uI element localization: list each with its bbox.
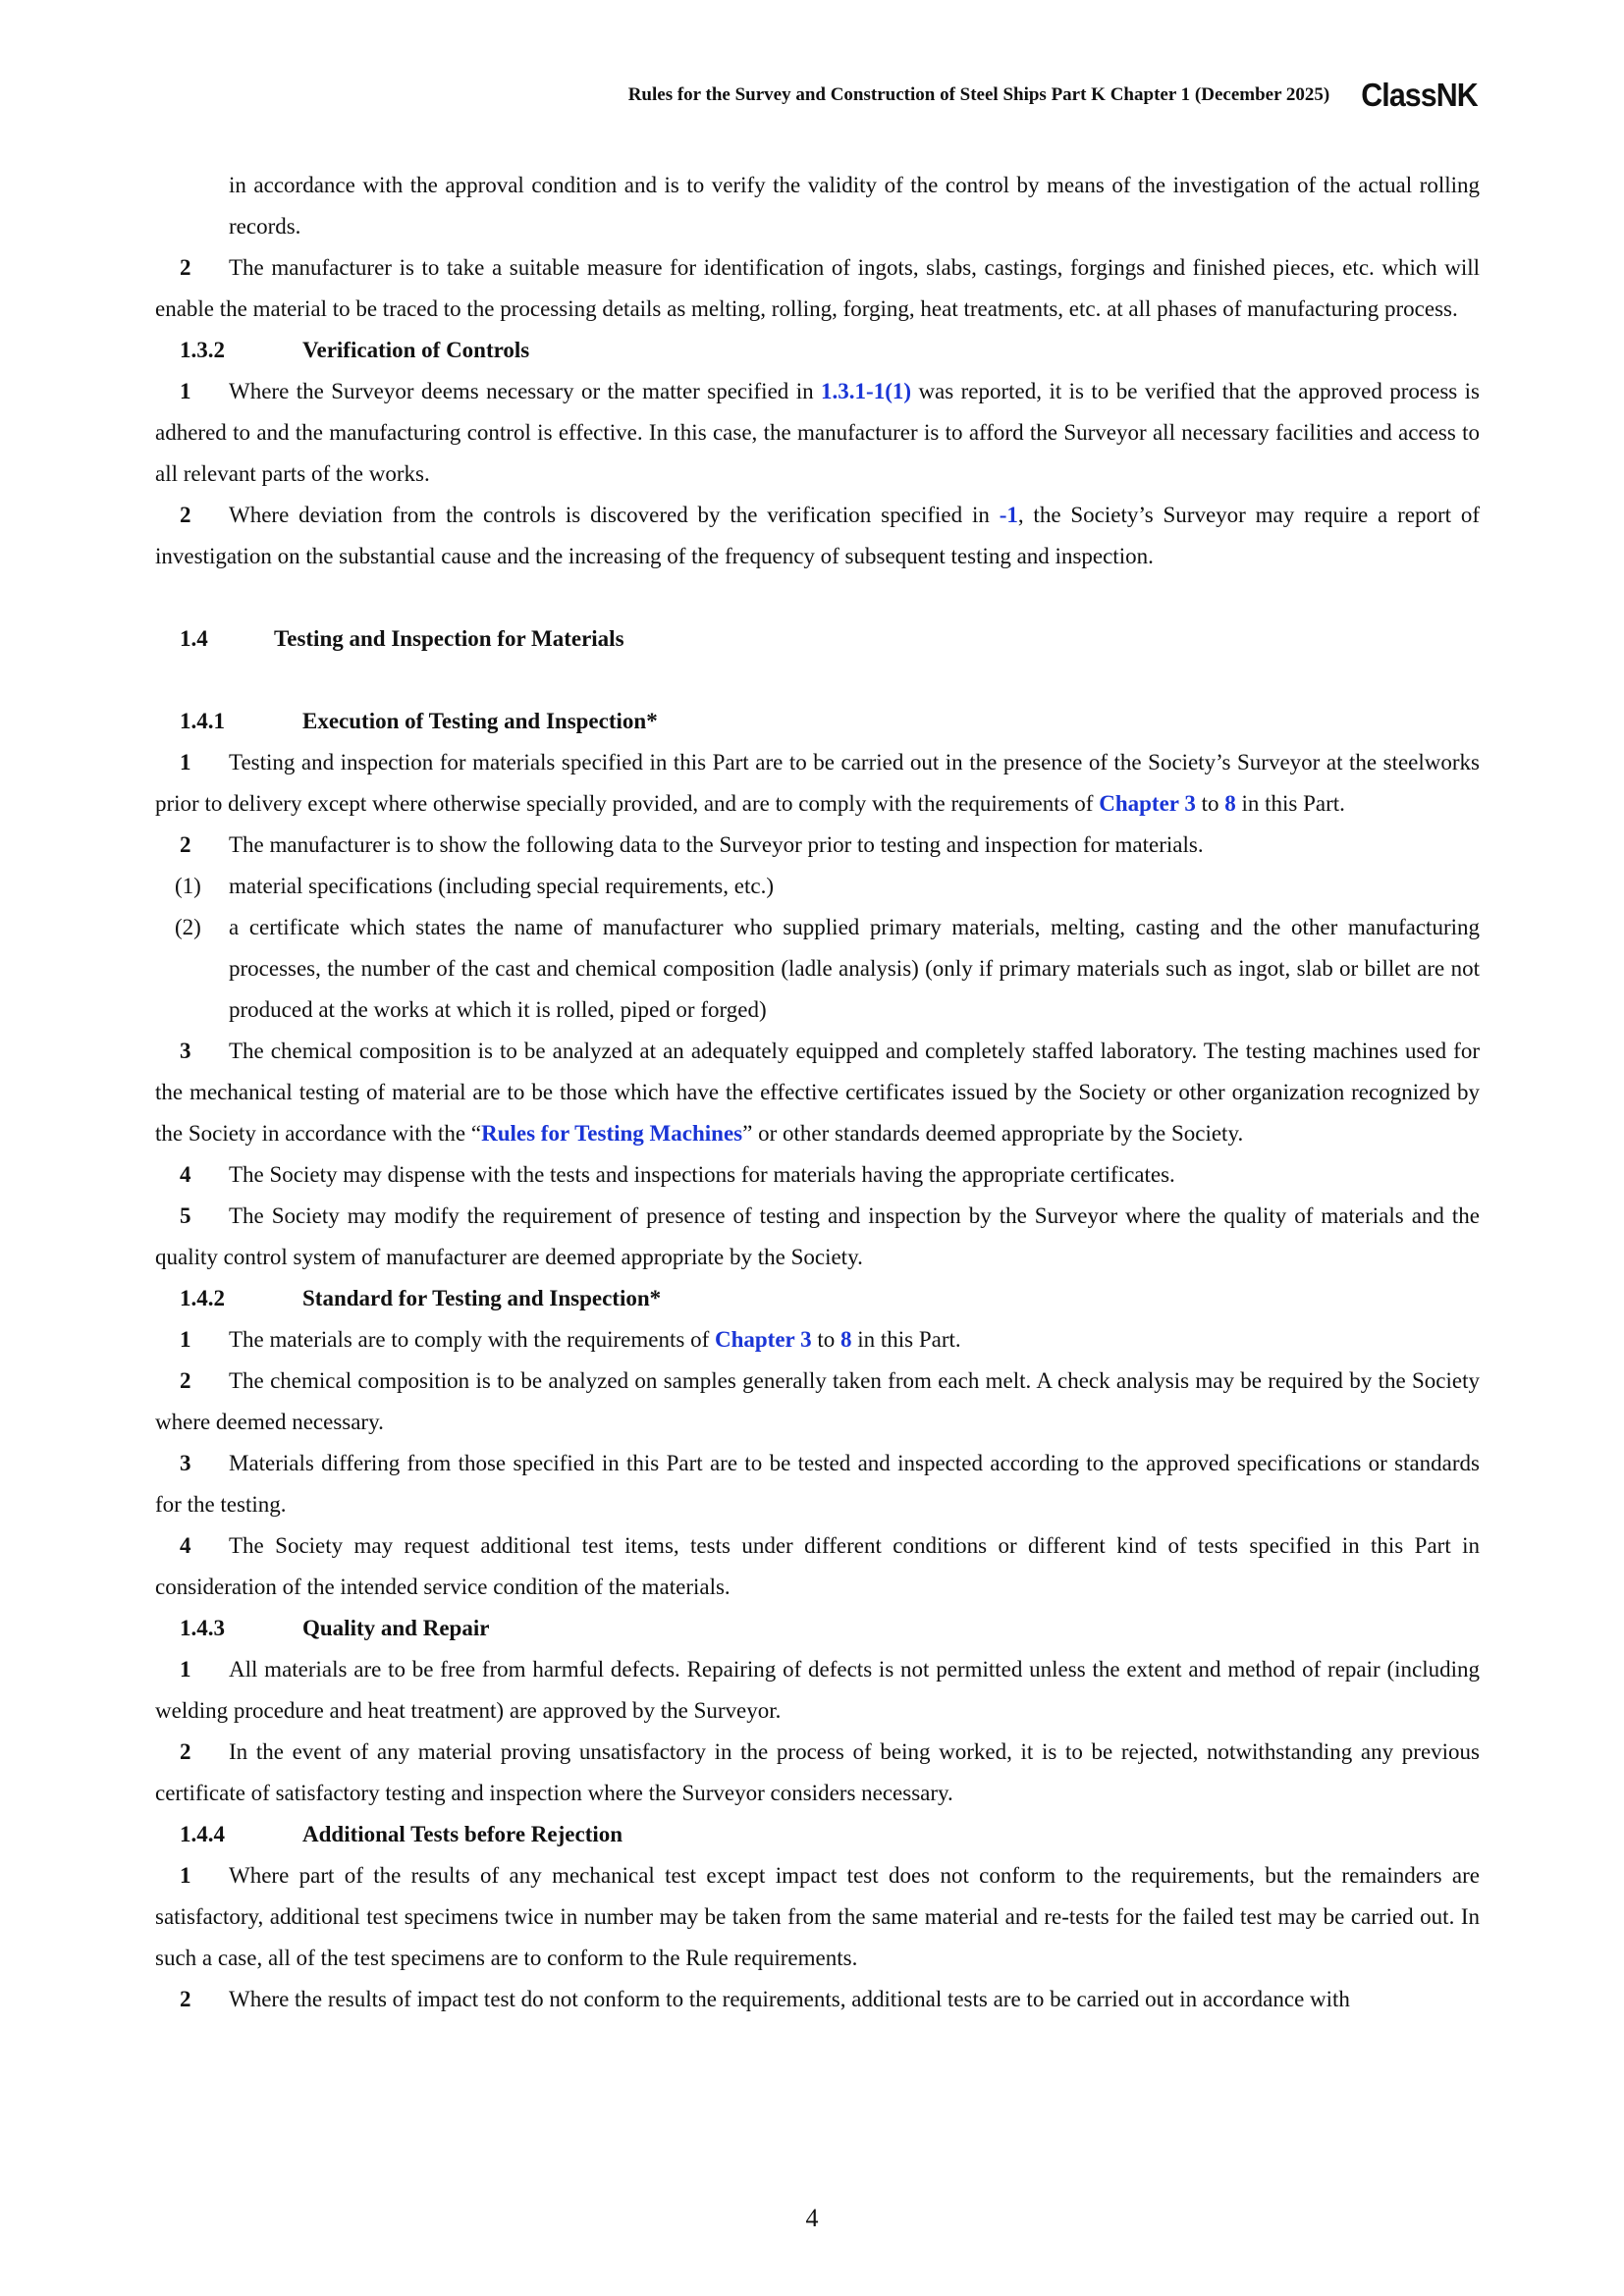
paragraph-number: 4 <box>180 1533 191 1558</box>
paragraph-text: Materials differing from those specified in this Part are to be tested and inspected according to the approved specifications or standards for the testing. <box>155 1451 1480 1517</box>
paragraph-1-4-3-2 <box>155 1732 1480 1814</box>
section-title: Quality and Repair <box>302 1616 490 1640</box>
paragraph-text: ” or other standards deemed appropriate by the Society. <box>742 1121 1244 1146</box>
paragraph-text: Where the results of impact test do not conform to the requirements, additional tests are to be carried out in accordance with <box>229 1987 1350 2011</box>
paragraph-number: 1 <box>180 1327 191 1352</box>
section-heading-1-3-2 <box>155 330 1480 371</box>
section-heading-1-4-1 <box>155 701 1480 742</box>
paragraph-number: 2 <box>180 1987 191 2011</box>
chapter-link[interactable]: 8 <box>839 1327 852 1352</box>
paragraph-number: 1 <box>180 1863 191 1888</box>
paragraph-text: was reported, it is to be verified that the approved process is adhered to and the manufacturing control is effective. In this case, the manufacturer is to afford the Surveyor all necessary facilities and access to all relevant parts of the works. <box>155 379 1480 486</box>
list-item-number: (1) <box>175 874 201 898</box>
paragraph-text: All materials are to be free from harmful defects. Repairing of defects is not permitted unless the extent and method of repair (including welding procedure and heat treatment) are approved by the Surveyor. <box>155 1657 1480 1723</box>
paragraph-number: 2 <box>180 503 191 527</box>
paragraph-text: The manufacturer is to take a suitable measure for identification of ingots, slabs, castings, forgings and finished pieces, etc. which will enable the material to be traced to the processing details as melting, rolling, forging, heat treatments, etc. at all phases of manufacturing process. <box>155 255 1480 321</box>
paragraph-text: The Society may modify the requirement of presence of testing and inspection by the Surveyor where the quality of materials and the quality control system of manufacturer are deemed appropriate by the Society. <box>155 1203 1480 1269</box>
section-title: Standard for Testing and Inspection* <box>302 1286 662 1310</box>
section-number: 1.4 <box>180 626 208 651</box>
page-number: 4 <box>805 2204 819 2232</box>
paragraph-number: 2 <box>180 832 191 857</box>
section-title: Verification of Controls <box>302 338 530 362</box>
paragraph-1-3-2-2 <box>155 495 1480 577</box>
paragraph-text: The materials are to comply with the requirements of <box>229 1327 715 1352</box>
paragraph-text: in this Part. <box>851 1327 961 1352</box>
section-title: Execution of Testing and Inspection* <box>302 709 658 733</box>
paragraph-1-4-4-1 <box>155 1855 1480 1979</box>
paragraph-1-4-1-2 <box>155 825 1480 866</box>
paragraph-1-4-1-1 <box>155 742 1480 825</box>
document-body <box>155 165 1480 2020</box>
paragraph-text: to <box>1195 791 1225 816</box>
chapter-link[interactable]: Chapter 3 <box>1099 791 1196 816</box>
paragraph-1-4-2-1 <box>155 1319 1480 1361</box>
section-title: Additional Tests before Rejection <box>302 1822 623 1846</box>
cross-reference-link[interactable]: -1 <box>999 503 1018 527</box>
list-item-number: (2) <box>175 915 201 939</box>
section-heading-1-4-2 <box>155 1278 1480 1319</box>
paragraph-number: 2 <box>180 1368 191 1393</box>
paragraph-text: , the Society’s Surveyor may require a report of investigation on the substantial cause and the increasing of the frequency of subsequent testing and inspection. <box>155 503 1480 568</box>
paragraph-text: The chemical composition is to be analyzed on samples generally taken from each melt. A check analysis may be required by the Society where deemed necessary. <box>155 1368 1480 1434</box>
chapter-link[interactable]: Chapter 3 <box>714 1327 812 1352</box>
section-number: 1.4.1 <box>180 709 225 733</box>
header-title: Rules for the Survey and Construction of Steel Ships Part K Chapter 1 (December 2025) <box>627 83 1330 105</box>
paragraph-1-4-1-5 <box>155 1196 1480 1278</box>
section-number: 1.3.2 <box>180 338 225 362</box>
section-number: 1.4.3 <box>180 1616 225 1640</box>
paragraph-number: 1 <box>180 750 191 774</box>
cross-reference-link[interactable]: 1.3.1-1(1) <box>821 379 912 403</box>
paragraph-text: In the event of any material proving unsatisfactory in the process of being worked, it is to be rejected, notwithstanding any previous certificate of satisfactory testing and inspection where the Surveyor considers necessary. <box>155 1739 1480 1805</box>
section-heading-1-4-4 <box>155 1814 1480 1855</box>
section-number: 1.4.4 <box>180 1822 225 1846</box>
paragraph-number: 1 <box>180 379 191 403</box>
paragraph-text: The Society may dispense with the tests and inspections for materials having the appropriate certificates. <box>229 1162 1175 1187</box>
paragraph-number: 3 <box>180 1039 191 1063</box>
paragraph-1-4-3-1 <box>155 1649 1480 1732</box>
list-item <box>155 866 1480 907</box>
chapter-link[interactable]: 8 <box>1224 791 1236 816</box>
paragraph-text: Testing and inspection for materials specified in this Part are to be carried out in the presence of the Society’s Surveyor at the steelworks prior to delivery except where otherwise specially provided, and are to comply with the requirements of <box>155 750 1480 816</box>
continuation-paragraph: in accordance with the approval condition and is to verify the validity of the control by means of the investigation of the actual rolling records. <box>229 173 1480 239</box>
paragraph-text: The Society may request additional test items, tests under different conditions or different kind of tests specified in this Part in consideration of the intended service condition of the materials. <box>155 1533 1480 1599</box>
paragraph-text: Where deviation from the controls is discovered by the verification specified in <box>229 503 1000 527</box>
paragraph-1-4-1-3 <box>155 1031 1480 1154</box>
paragraph-1-4-2-2 <box>155 1361 1480 1443</box>
paragraph-number: 1 <box>180 1657 191 1682</box>
paragraph-number: 2 <box>180 1739 191 1764</box>
paragraph-number: 3 <box>180 1451 191 1475</box>
paragraph-1-3-2-1 <box>155 371 1480 495</box>
paragraph-1-4-2-4 <box>155 1525 1480 1608</box>
paragraph-1-3-1-2 <box>155 247 1480 330</box>
section-number: 1.4.2 <box>180 1286 225 1310</box>
paragraph-number: 2 <box>180 255 191 280</box>
list-item-text: a certificate which states the name of manufacturer who supplied primary materials, melting, casting and the other manufacturing processes, the number of the cast and chemical composition (ladle analysis) (only if primary materials such as ingot, slab or billet are not produced at the works at which it is rolled, piped or forged) <box>229 915 1480 1022</box>
paragraph-1-4-4-2 <box>155 1979 1480 2020</box>
paragraph-text: in this Part. <box>1235 791 1345 816</box>
paragraph-text: Where part of the results of any mechanical test except impact test does not conform to the requirements, but the remainders are satisfactory, additional test specimens twice in number may be taken from the same material and re-tests for the failed test may be carried out. In such a case, all of the test specimens are to conform to the Rule requirements. <box>155 1863 1480 1970</box>
page-header <box>0 79 1478 111</box>
list-item <box>155 907 1480 1031</box>
paragraph-text: The chemical composition is to be analyzed at an adequately equipped and completely staffed laboratory. The testing machines used for the mechanical testing of material are to be those which have the effective certificates issued by the Society or other organization recognized by the Society in accordance with the “ <box>155 1039 1480 1146</box>
paragraph-1-4-1-4 <box>155 1154 1480 1196</box>
classnk-logo: ClassNK <box>1361 77 1478 113</box>
paragraph-text: to <box>811 1327 840 1352</box>
paragraph-text: The manufacturer is to show the following data to the Surveyor prior to testing and inspection for materials. <box>229 832 1204 857</box>
paragraph-1-4-2-3 <box>155 1443 1480 1525</box>
section-heading-1-4-3 <box>155 1608 1480 1649</box>
paragraph-text: Where the Surveyor deems necessary or the matter specified in <box>229 379 822 403</box>
list-item-text: material specifications (including special requirements, etc.) <box>229 874 774 898</box>
section-heading-1-4 <box>155 618 1480 660</box>
section-title: Testing and Inspection for Materials <box>274 626 624 651</box>
rules-link[interactable]: Rules for Testing Machines <box>481 1121 743 1146</box>
paragraph-number: 4 <box>180 1162 191 1187</box>
paragraph-number: 5 <box>180 1203 191 1228</box>
